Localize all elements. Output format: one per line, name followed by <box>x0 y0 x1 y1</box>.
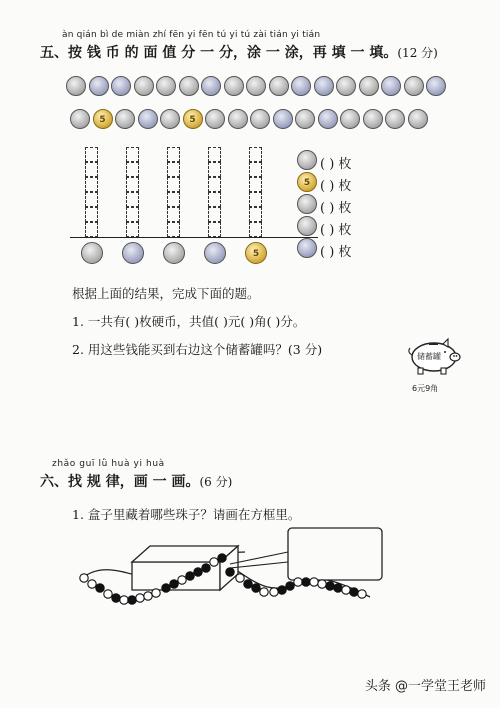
section5-points: (12 分) <box>397 46 438 60</box>
white-bead <box>260 588 268 596</box>
blue-coin <box>201 76 221 96</box>
dashed-coin-slot[interactable] <box>208 162 221 177</box>
silver-coin <box>179 76 199 96</box>
blue-coin <box>273 109 293 129</box>
white-bead <box>144 592 152 600</box>
answer-blank[interactable]: ( ) 枚 <box>320 201 352 216</box>
coin-value-label: 5 <box>189 115 196 126</box>
answer-silver-coin <box>297 216 317 236</box>
base-silver-coin <box>81 242 103 264</box>
dashed-coin-slot[interactable] <box>85 192 98 207</box>
base-gold-coin <box>245 242 267 264</box>
silver-coin <box>269 76 289 96</box>
dashed-coin-slot[interactable] <box>126 192 139 207</box>
blue-coin <box>111 76 131 96</box>
black-bead <box>162 584 170 592</box>
section5-heading <box>40 42 438 62</box>
section6-points: (6 分) <box>199 475 233 489</box>
base-silver-coin <box>163 242 185 264</box>
silver-coin <box>160 109 180 129</box>
black-bead <box>252 584 260 592</box>
answer-silver-coin <box>297 150 317 170</box>
dashed-coin-slot[interactable] <box>85 222 98 237</box>
dashed-coin-slot[interactable] <box>126 222 139 237</box>
black-bead <box>278 586 286 594</box>
sorting-baseline <box>70 237 318 238</box>
piggy-price: 6元9角 <box>412 384 439 393</box>
white-bead <box>120 596 128 604</box>
white-bead <box>318 580 326 588</box>
white-bead <box>136 594 144 602</box>
silver-coin <box>134 76 154 96</box>
silver-coin <box>385 109 405 129</box>
dashed-coin-slot[interactable] <box>208 147 221 162</box>
black-bead <box>244 580 252 588</box>
dashed-coin-slot[interactable] <box>167 207 180 222</box>
silver-coin <box>404 76 424 96</box>
dashed-coin-slot[interactable] <box>167 162 180 177</box>
bead-pattern-figure <box>70 522 390 614</box>
coin-value-label: 5 <box>252 248 260 259</box>
answer-blank[interactable]: ( ) 枚 <box>320 157 352 172</box>
dashed-coin-slot[interactable] <box>85 177 98 192</box>
section6-heading <box>40 471 232 491</box>
silver-coin <box>205 109 225 129</box>
gold-coin <box>183 109 203 129</box>
dashed-coin-slot[interactable] <box>167 192 180 207</box>
coin-value-label: 5 <box>99 115 106 126</box>
white-bead <box>270 588 278 596</box>
base-blue-coin <box>204 242 226 264</box>
section5-pinyin: àn qián bì de miàn zhí fēn yi fēn tú yi tú zài tián yi tián <box>62 30 321 40</box>
dashed-coin-slot[interactable] <box>208 177 221 192</box>
black-bead <box>302 578 310 586</box>
silver-coin <box>246 76 266 96</box>
black-bead <box>286 582 294 590</box>
white-bead <box>80 574 88 582</box>
blue-coin <box>318 109 338 129</box>
blue-coin <box>89 76 109 96</box>
silver-coin <box>359 76 379 96</box>
instruction-text: 根据上面的结果，完成下面的题。 <box>72 286 260 301</box>
silver-coin <box>70 109 90 129</box>
black-bead <box>128 596 136 604</box>
silver-coin <box>228 109 248 129</box>
blue-coin <box>138 109 158 129</box>
white-bead <box>178 576 186 584</box>
black-bead <box>96 584 104 592</box>
blue-coin <box>314 76 334 96</box>
question-2: 2. 用这些钱能买到右边这个储蓄罐吗？(3 分) <box>72 342 323 357</box>
footer-watermark: 头条 @一学堂王老师 <box>364 679 486 694</box>
silver-coin <box>66 76 86 96</box>
dashed-coin-slot[interactable] <box>249 192 262 207</box>
silver-coin <box>224 76 244 96</box>
white-bead <box>236 574 244 582</box>
silver-coin <box>115 109 135 129</box>
dashed-coin-slot[interactable] <box>208 192 221 207</box>
section6-pinyin: zhǎo guī lǜ huà yi huà <box>52 459 165 469</box>
dashed-coin-slot[interactable] <box>249 222 262 237</box>
black-bead <box>218 554 226 562</box>
silver-coin <box>408 109 428 129</box>
question-1: 1. 一共有( )枚硬币，共值( )元( )角( )分。 <box>72 314 306 329</box>
callout-pointer <box>230 552 288 568</box>
blue-coin <box>426 76 446 96</box>
section6-heading-text: 六、找 规 律，画 一 画。 <box>40 474 200 490</box>
answer-silver-coin <box>297 194 317 214</box>
section5-heading-text: 五、按 钱 币 的 面 值 分 一 分，涂 一 涂，再 填 一 填。 <box>40 45 398 61</box>
dashed-coin-slot[interactable] <box>249 177 262 192</box>
black-bead <box>350 588 358 596</box>
gold-coin <box>93 109 113 129</box>
blue-coin <box>291 76 311 96</box>
white-bead <box>104 590 112 598</box>
dashed-coin-slot[interactable] <box>126 177 139 192</box>
dashed-coin-slot[interactable] <box>249 207 262 222</box>
dashed-coin-slot[interactable] <box>126 147 139 162</box>
answer-callout-box[interactable] <box>288 528 382 580</box>
dashed-coin-slot[interactable] <box>249 147 262 162</box>
answer-blank[interactable]: ( ) 枚 <box>320 245 352 260</box>
piggy-label: 储蓄罐 <box>417 352 441 361</box>
black-bead <box>226 568 234 576</box>
dashed-coin-slot[interactable] <box>167 222 180 237</box>
white-bead <box>310 578 318 586</box>
black-bead <box>334 584 342 592</box>
black-bead <box>186 572 194 580</box>
blue-coin <box>381 76 401 96</box>
white-bead <box>342 586 350 594</box>
answer-blank[interactable]: ( ) 枚 <box>320 179 352 194</box>
dashed-coin-slot[interactable] <box>85 147 98 162</box>
answer-blue-coin <box>297 238 317 258</box>
section6-question-1: 1. 盒子里藏着哪些珠子？请画在方框里。 <box>72 507 301 522</box>
answer-gold-coin <box>297 172 317 192</box>
silver-coin <box>363 109 383 129</box>
dashed-coin-slot[interactable] <box>126 207 139 222</box>
dashed-coin-slot[interactable] <box>208 222 221 237</box>
dashed-coin-slot[interactable] <box>167 147 180 162</box>
dashed-coin-slot[interactable] <box>208 207 221 222</box>
dashed-coin-slot[interactable] <box>249 162 262 177</box>
white-bead <box>294 578 302 586</box>
coin-value-label: 5 <box>303 178 311 189</box>
silver-coin <box>340 109 360 129</box>
silver-coin <box>156 76 176 96</box>
black-bead <box>194 568 202 576</box>
black-bead <box>326 582 334 590</box>
silver-coin <box>336 76 356 96</box>
white-bead <box>152 589 160 597</box>
silver-coin <box>250 109 270 129</box>
dashed-coin-slot[interactable] <box>126 162 139 177</box>
black-bead <box>170 580 178 588</box>
dashed-coin-slot[interactable] <box>85 207 98 222</box>
silver-coin <box>295 109 315 129</box>
black-bead <box>112 594 120 602</box>
white-bead <box>210 558 218 566</box>
black-bead <box>202 564 210 572</box>
answer-blank[interactable]: ( ) 枚 <box>320 223 352 238</box>
white-bead <box>88 580 96 588</box>
dashed-coin-slot[interactable] <box>85 162 98 177</box>
white-bead <box>358 590 366 598</box>
base-blue-coin <box>122 242 144 264</box>
dashed-coin-slot[interactable] <box>167 177 180 192</box>
